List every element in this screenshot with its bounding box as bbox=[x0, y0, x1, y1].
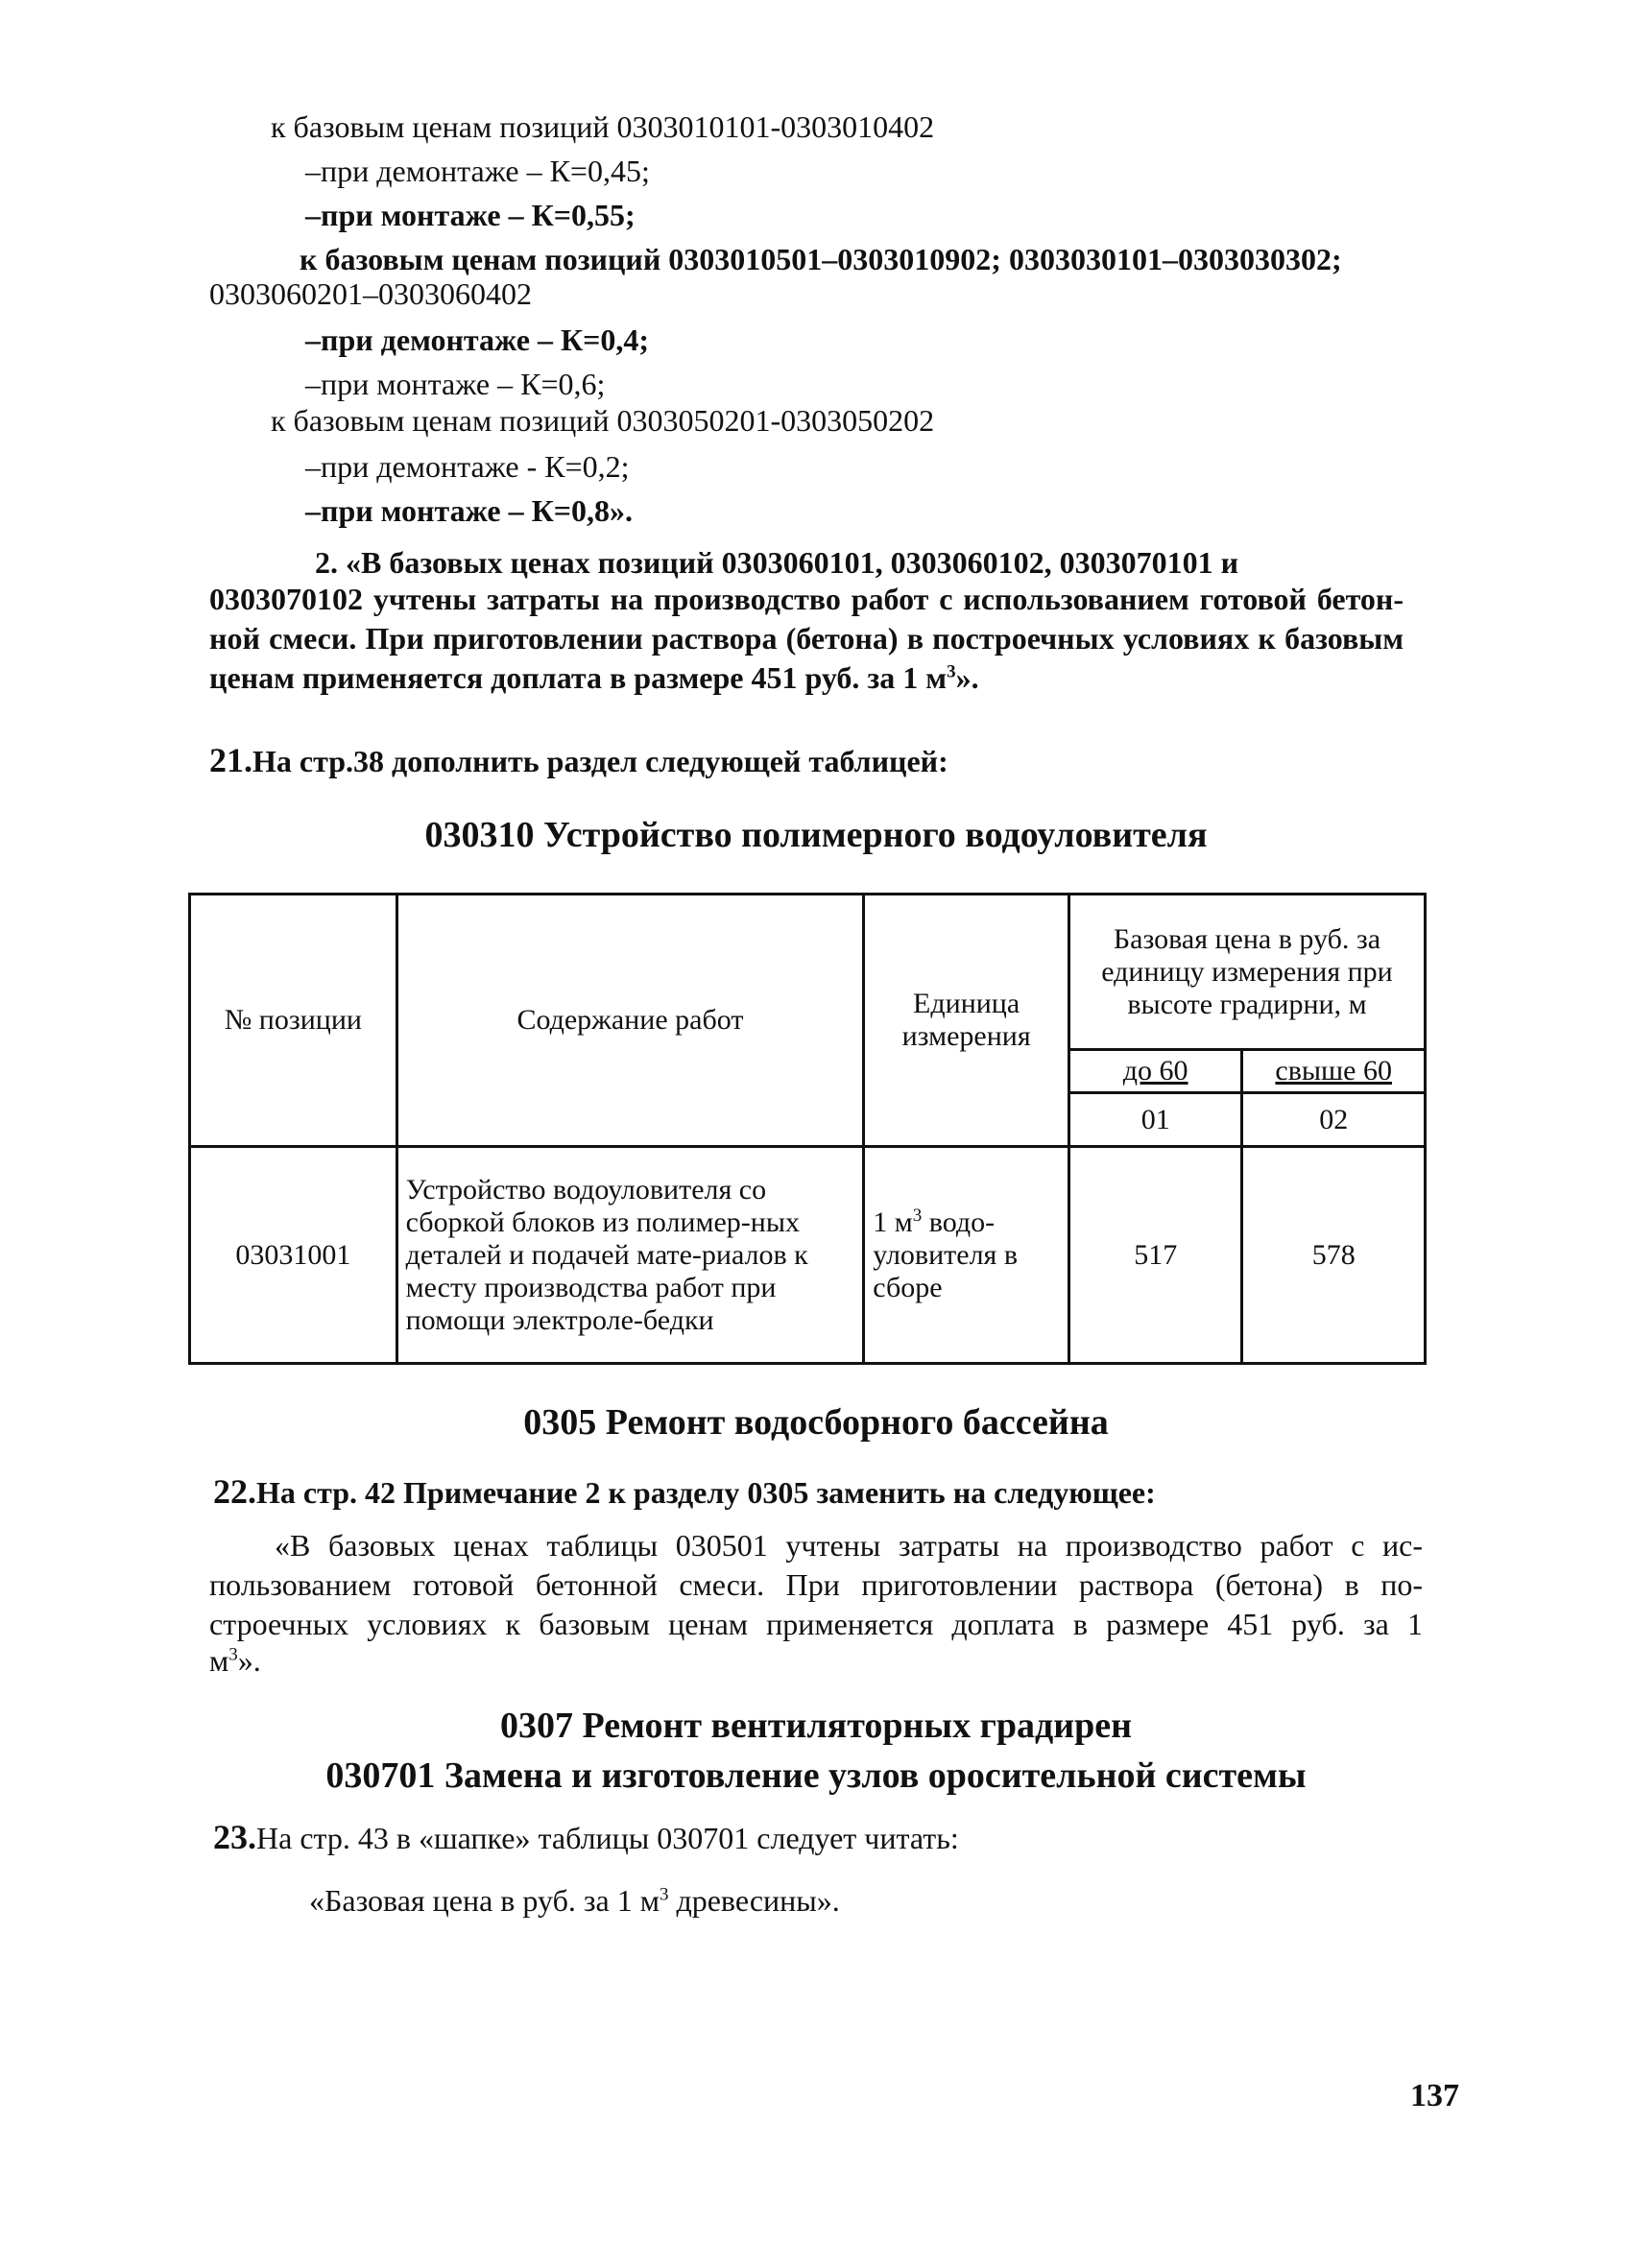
note2-line2: 0303070102 учтены затраты на производство работ с использованием готовой бетон- bbox=[209, 582, 1404, 616]
coef-group2-mount: –при монтаже – К=0,6; bbox=[305, 367, 606, 401]
section-0305-title: 0305 Ремонт водосборного бассейна bbox=[523, 1402, 1109, 1443]
coef-group2-intro: к базовым ценам позиций 0303010501–0303010902; 0303030101–0303030302; bbox=[300, 242, 1342, 276]
coef-group1-dismantle: –при демонтаже – К=0,45; bbox=[305, 154, 650, 188]
note2-line3: ной смеси. При приготовлении раствора (бетона) в построечных условиях к базовым bbox=[209, 621, 1404, 656]
cell-content: Устройство водоуловителя со сборкой блоков из полимер-ных деталей и подачей мате-риалов к месту производства работ при помощи электроле-бедки bbox=[396, 1147, 864, 1364]
note2-line4 bbox=[209, 658, 979, 697]
note2-line4-sup: 3 bbox=[947, 661, 956, 682]
section-0307-title: 0307 Ремонт вентиляторных градирен bbox=[499, 1706, 1132, 1746]
works-table bbox=[188, 893, 1427, 1365]
cell-position: 03031001 bbox=[190, 1147, 397, 1364]
item23-quote bbox=[309, 1881, 840, 1920]
coef-group2-dismantle: –при демонтаже – К=0,4; bbox=[305, 322, 650, 357]
item23-number: 23. bbox=[213, 1818, 256, 1856]
item21 bbox=[209, 741, 948, 780]
section-030701-title: 030701 Замена и изготовление узлов оросительной системы bbox=[325, 1755, 1307, 1796]
item22-quote-line1: «В базовых ценах таблицы 030501 учтены затраты на производство работ с ис- bbox=[275, 1528, 1423, 1563]
header-content: Содержание работ bbox=[396, 895, 864, 1147]
item23-quote-sup: 3 bbox=[659, 1884, 669, 1905]
note2-line4-end: ». bbox=[955, 660, 979, 695]
coef-group3-mount: –при монтаже – К=0,8». bbox=[305, 493, 634, 528]
note2-line1: 2. «В базовых ценах позиций 0303060101, 0303060102, 0303070101 и bbox=[315, 545, 1239, 580]
item22-number: 22. bbox=[213, 1472, 256, 1511]
cell-unit bbox=[864, 1147, 1069, 1364]
cell-unit-post: водо-уловителя в сборе bbox=[873, 1206, 1018, 1303]
item23 bbox=[213, 1818, 959, 1857]
item21-number: 21. bbox=[209, 741, 252, 779]
table-row bbox=[190, 1147, 1426, 1364]
item21-text: На стр.38 дополнить раздел следующей таблицей: bbox=[252, 744, 948, 778]
item22-quote4-sup: 3 bbox=[228, 1644, 238, 1665]
header-col-02: 02 bbox=[1242, 1093, 1426, 1147]
coef-group2-intro-cont: 0303060201–0303060402 bbox=[209, 276, 532, 311]
header-position: № позиции bbox=[190, 895, 397, 1147]
cell-unit-pre: 1 м bbox=[873, 1206, 913, 1238]
item22 bbox=[213, 1472, 1156, 1512]
item22-text: На стр. 42 Примечание 2 к разделу 0305 заменить на следующее: bbox=[256, 1475, 1156, 1510]
cell-price-up-to-60: 517 bbox=[1068, 1147, 1241, 1364]
item23-text: На стр. 43 в «шапке» таблицы 030701 следует читать: bbox=[256, 1821, 959, 1855]
header-over-60: свыше 60 bbox=[1242, 1050, 1426, 1093]
item22-quote-line2: пользованием готовой бетонной смеси. При приготовлении раствора (бетона) в по- bbox=[209, 1567, 1423, 1602]
item22-quote-line3: строечных условиях к базовым ценам применяется доплата в размере 451 руб. за 1 bbox=[209, 1607, 1423, 1641]
item22-quote4-post: ». bbox=[237, 1643, 261, 1678]
header-up-to-60: до 60 bbox=[1068, 1050, 1241, 1093]
coef-group1-intro: к базовым ценам позиций 0303010101-0303010402 bbox=[271, 109, 935, 144]
coef-group1-mount: –при монтаже – К=0,55; bbox=[305, 198, 636, 232]
header-unit: Единица измерения bbox=[864, 895, 1069, 1147]
item22-quote4-pre: м bbox=[209, 1643, 229, 1678]
item23-quote-post: древесины». bbox=[668, 1883, 840, 1918]
item22-quote-line4 bbox=[209, 1641, 261, 1681]
page-number: 137 bbox=[1410, 2078, 1459, 2113]
header-base-price: Базовая цена в руб. за единицу измерения при высоте градирни, м bbox=[1068, 895, 1425, 1050]
cell-unit-sup: 3 bbox=[912, 1205, 923, 1226]
header-col-01: 01 bbox=[1068, 1093, 1241, 1147]
coef-group3-intro: к базовым ценам позиций 0303050201-0303050202 bbox=[271, 403, 935, 438]
cell-price-over-60: 578 bbox=[1242, 1147, 1426, 1364]
section-030310-title: 030310 Устройство полимерного водоуловителя bbox=[424, 815, 1208, 855]
item23-quote-pre: «Базовая цена в руб. за 1 м bbox=[309, 1883, 660, 1918]
coef-group3-dismantle: –при демонтаже - К=0,2; bbox=[305, 449, 630, 484]
note2-line4-text: ценам применяется доплата в размере 451 руб. за 1 м bbox=[209, 660, 948, 695]
